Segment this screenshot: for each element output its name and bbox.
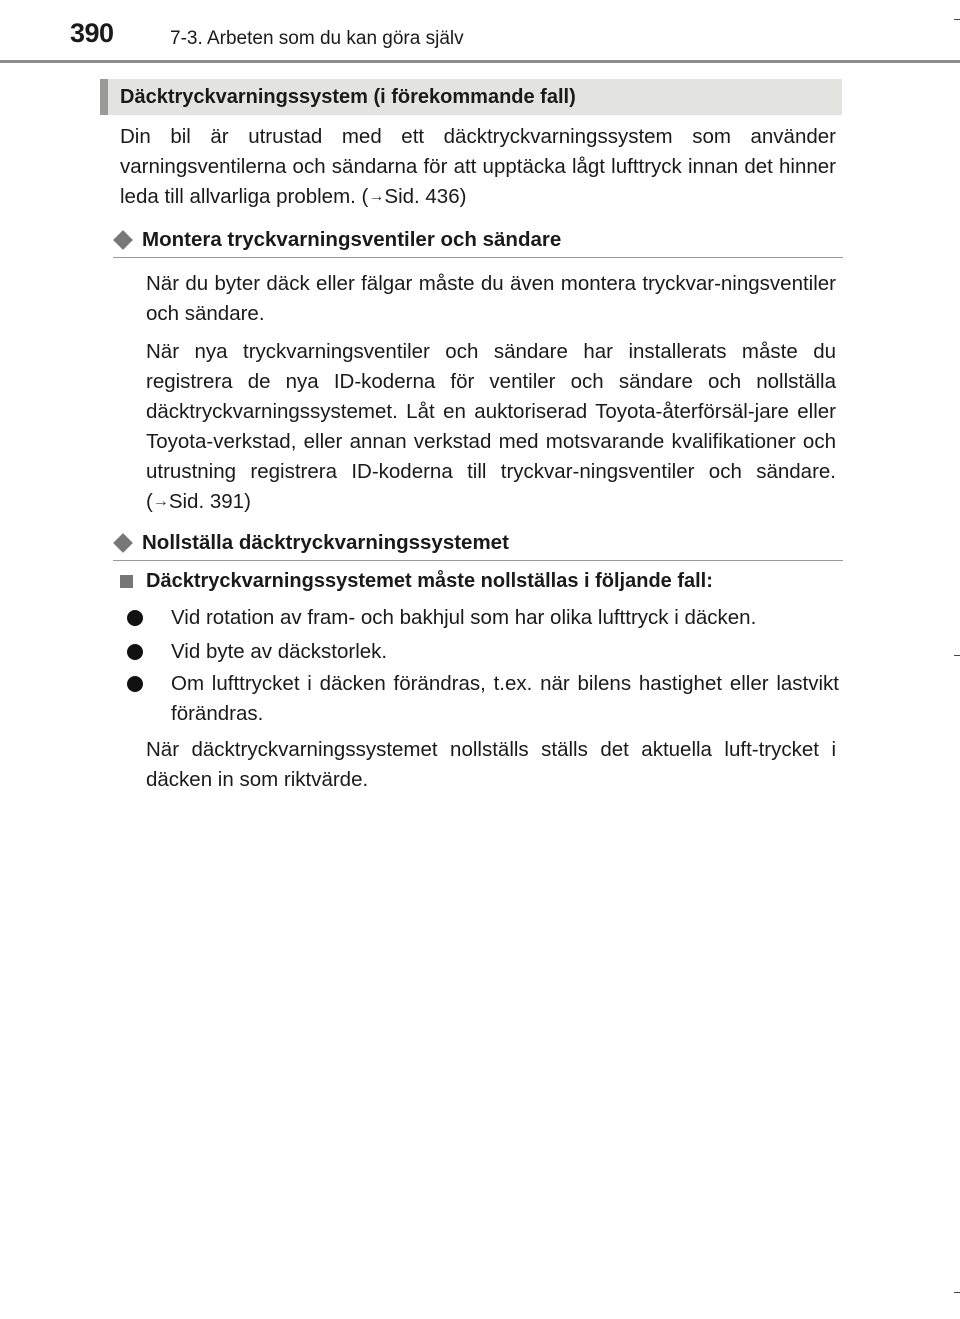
arrow-icon: →: [368, 188, 385, 205]
page-reference-link[interactable]: Sid. 436: [384, 185, 460, 208]
list-item: Vid rotation av fram- och bakhjul som har olika lufttryck i däcken.: [127, 603, 839, 633]
square-icon: [120, 575, 133, 588]
crop-mark: [954, 19, 960, 20]
section-title-bar: [100, 79, 842, 115]
subheading-install: [113, 223, 843, 258]
subheading-reset: [113, 526, 843, 561]
arrow-icon: →: [152, 493, 169, 510]
diamond-icon: [113, 230, 133, 250]
list-item: Vid byte av däckstorlek.: [127, 637, 839, 667]
page-reference-link[interactable]: Sid. 391: [168, 490, 245, 513]
chapter-title: 7-3. Arbeten som du kan göra själv: [170, 28, 464, 49]
bullet-icon: [127, 676, 143, 692]
reset-note-paragraph: När däcktryckvarningssystemet nollställs ställs det aktuella luft-trycket i däcken in som riktvärde.: [146, 738, 836, 791]
list-item: Om lufttrycket i däcken förändras, t.ex. när bilens hastighet eller lastvikt förändras.: [127, 669, 839, 729]
install-paragraph-1: När du byter däck eller fälgar måste du även montera tryckvar-ningsventiler och sändare.: [146, 272, 836, 325]
subheading-install-title: Montera tryckvarningsventiler och sändare: [142, 228, 562, 251]
reset-conditions-heading: Däcktryckvarningssystemet måste nollställas i följande fall:: [120, 570, 713, 593]
install-paragraph-2: När nya tryckvarningsventiler och sändare har installerats måste du registrera de nya ID-koderna för ventiler och sändare och nollställa däcktryckvarningssystemet. Låt en auktoriserad Toyota-återförsäl-jare eller Toyota-verkstad, eller annan verkstad med motsvarande kvalifikationer och utrustning registrera ID-koderna till tryckvar-ningsventiler och sändare. (→Sid. 391): [146, 340, 836, 513]
intro-paragraph: Din bil är utrustad med ett däcktryckvarningssystem som använder varningsventilerna och sändarna för att upptäcka lågt lufttryck innan det hinner leda till allvarliga problem. (→Sid. 436): [120, 125, 836, 208]
section-title: Däcktryckvarningssystem (i förekommande fall): [120, 85, 576, 108]
bullet-icon: [127, 610, 143, 626]
subheading-reset-title: Nollställa däcktryckvarningssystemet: [142, 531, 509, 554]
header-rule: [0, 60, 960, 63]
page-number: 390: [70, 18, 114, 48]
diamond-icon: [113, 533, 133, 553]
crop-mark: [954, 655, 960, 656]
crop-mark: [954, 1292, 960, 1293]
bullet-icon: [127, 644, 143, 660]
